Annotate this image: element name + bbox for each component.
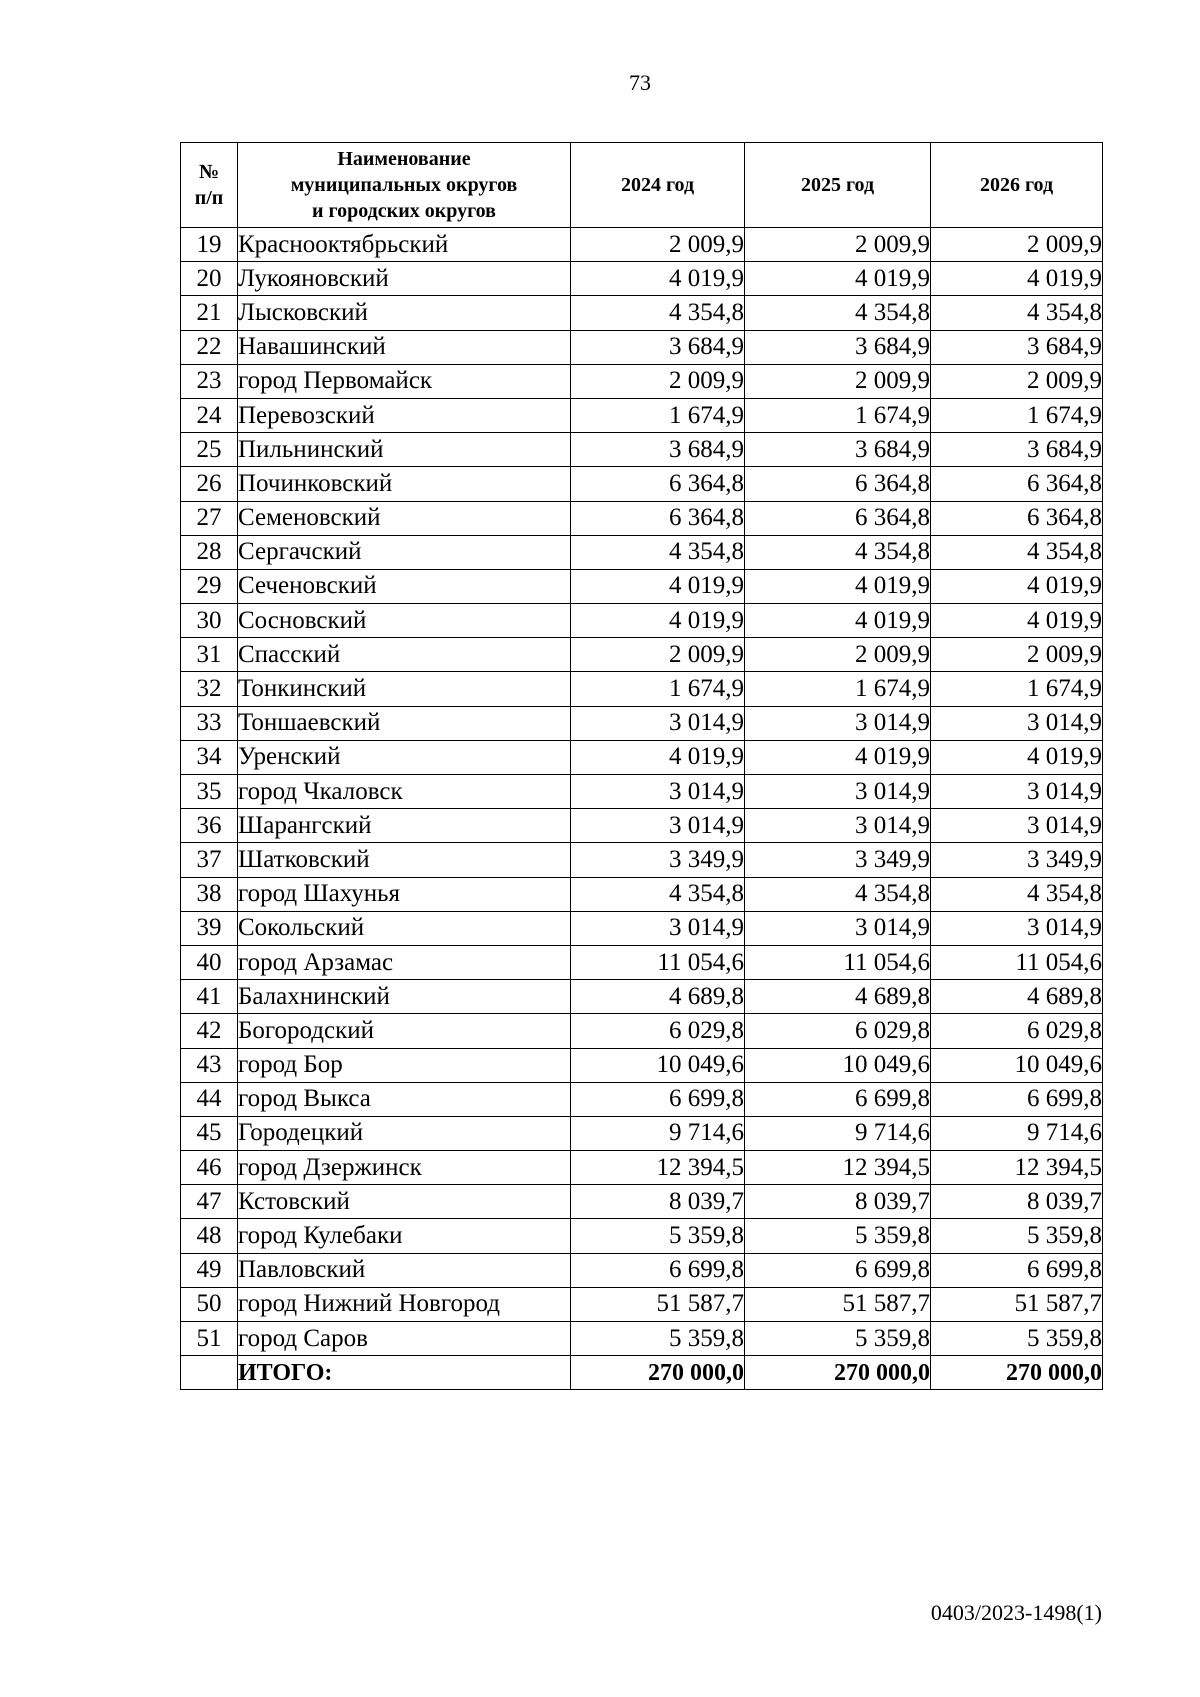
row-number: 25 — [181, 433, 238, 467]
row-name: город Дзержинск — [238, 1151, 571, 1185]
row-name: Уренский — [238, 740, 571, 774]
row-value-2024: 6 699,8 — [571, 1253, 745, 1287]
row-name: город Кулебаки — [238, 1219, 571, 1253]
table-row — [181, 1322, 1103, 1356]
row-number: 49 — [181, 1253, 238, 1287]
row-number: 36 — [181, 809, 238, 843]
row-name: Спасский — [238, 638, 571, 672]
row-value-2026: 4 019,9 — [931, 740, 1103, 774]
header-num-line-2: п/п — [194, 187, 224, 209]
row-name: Сергачский — [238, 535, 571, 569]
row-value-2024: 3 349,9 — [571, 843, 745, 877]
row-name: город Бор — [238, 1048, 571, 1082]
table-header-row — [181, 143, 1103, 228]
table-row — [181, 604, 1103, 638]
row-name: Лысковский — [238, 296, 571, 330]
row-value-2026: 3 684,9 — [931, 433, 1103, 467]
row-number: 39 — [181, 911, 238, 945]
row-value-2024: 1 674,9 — [571, 398, 745, 432]
row-value-2024: 6 029,8 — [571, 1014, 745, 1048]
row-name: город Шахунья — [238, 877, 571, 911]
row-value-2026: 11 054,6 — [931, 945, 1103, 979]
row-value-2026: 3 014,9 — [931, 911, 1103, 945]
row-number: 19 — [181, 228, 238, 262]
row-name: Богородский — [238, 1014, 571, 1048]
row-number: 38 — [181, 877, 238, 911]
row-value-2025: 4 354,8 — [745, 296, 931, 330]
row-name: Кстовский — [238, 1185, 571, 1219]
row-number: 44 — [181, 1082, 238, 1116]
row-number: 35 — [181, 775, 238, 809]
row-value-2024: 8 039,7 — [571, 1185, 745, 1219]
row-name: Шатковский — [238, 843, 571, 877]
table-row — [181, 535, 1103, 569]
row-value-2024: 4 354,8 — [571, 296, 745, 330]
row-number: 34 — [181, 740, 238, 774]
row-value-2025: 9 714,6 — [745, 1116, 931, 1150]
row-number: 22 — [181, 330, 238, 364]
row-value-2026: 1 674,9 — [931, 398, 1103, 432]
row-value-2024: 2 009,9 — [571, 638, 745, 672]
table-row — [181, 1287, 1103, 1321]
row-value-2026: 3 014,9 — [931, 775, 1103, 809]
row-value-2024: 51 587,7 — [571, 1287, 745, 1321]
row-value-2026: 270 000,0 — [931, 1356, 1103, 1390]
row-value-2024: 2 009,9 — [571, 228, 745, 262]
table-body — [181, 228, 1103, 1390]
row-name: Сосновский — [238, 604, 571, 638]
row-number: 30 — [181, 604, 238, 638]
row-value-2024: 6 364,8 — [571, 501, 745, 535]
row-name: Лукояновский — [238, 262, 571, 296]
row-value-2026: 8 039,7 — [931, 1185, 1103, 1219]
row-value-2024: 3 684,9 — [571, 330, 745, 364]
row-value-2026: 4 354,8 — [931, 535, 1103, 569]
row-number: 43 — [181, 1048, 238, 1082]
table-row — [181, 877, 1103, 911]
row-value-2024: 3 684,9 — [571, 433, 745, 467]
row-value-2025: 2 009,9 — [745, 228, 931, 262]
row-value-2026: 2 009,9 — [931, 638, 1103, 672]
row-value-2025: 3 349,9 — [745, 843, 931, 877]
row-name: Тонкинский — [238, 672, 571, 706]
row-name: Балахнинский — [238, 980, 571, 1014]
row-value-2026: 1 674,9 — [931, 672, 1103, 706]
header-name-line-3: и городских округов — [312, 200, 496, 222]
row-value-2024: 4 354,8 — [571, 877, 745, 911]
row-value-2026: 12 394,5 — [931, 1151, 1103, 1185]
table-row — [181, 1151, 1103, 1185]
document-code: 0403/2023-1498(1) — [930, 1600, 1102, 1625]
row-value-2024: 3 014,9 — [571, 706, 745, 740]
row-number: 48 — [181, 1219, 238, 1253]
table-row — [181, 1082, 1103, 1116]
row-value-2026: 4 019,9 — [931, 604, 1103, 638]
row-number: 32 — [181, 672, 238, 706]
row-value-2026: 3 349,9 — [931, 843, 1103, 877]
row-value-2025: 6 699,8 — [745, 1082, 931, 1116]
row-name: Починковский — [238, 467, 571, 501]
row-value-2024: 4 019,9 — [571, 604, 745, 638]
row-name: ИТОГО: — [238, 1356, 571, 1390]
row-name: город Нижний Новгород — [238, 1287, 571, 1321]
row-value-2026: 3 014,9 — [931, 706, 1103, 740]
table-row — [181, 775, 1103, 809]
row-value-2025: 6 364,8 — [745, 501, 931, 535]
row-value-2026: 3 684,9 — [931, 330, 1103, 364]
row-number: 40 — [181, 945, 238, 979]
table-row — [181, 501, 1103, 535]
header-name — [238, 143, 571, 228]
row-value-2024: 2 009,9 — [571, 364, 745, 398]
row-name: город Выкса — [238, 1082, 571, 1116]
table-row — [181, 433, 1103, 467]
row-value-2025: 270 000,0 — [745, 1356, 931, 1390]
row-value-2026: 2 009,9 — [931, 364, 1103, 398]
row-value-2024: 10 049,6 — [571, 1048, 745, 1082]
table-row — [181, 1185, 1103, 1219]
row-name: Павловский — [238, 1253, 571, 1287]
row-value-2024: 6 699,8 — [571, 1082, 745, 1116]
header-name-line-2: муниципальных округов — [290, 174, 518, 196]
row-value-2025: 5 359,8 — [745, 1219, 931, 1253]
row-value-2026: 51 587,7 — [931, 1287, 1103, 1321]
row-number: 42 — [181, 1014, 238, 1048]
row-value-2026: 6 699,8 — [931, 1253, 1103, 1287]
row-value-2025: 2 009,9 — [745, 638, 931, 672]
row-value-2025: 5 359,8 — [745, 1322, 931, 1356]
row-value-2025: 3 684,9 — [745, 433, 931, 467]
row-value-2026: 4 689,8 — [931, 980, 1103, 1014]
row-value-2026: 2 009,9 — [931, 228, 1103, 262]
row-value-2026: 6 699,8 — [931, 1082, 1103, 1116]
row-value-2024: 9 714,6 — [571, 1116, 745, 1150]
row-value-2024: 3 014,9 — [571, 775, 745, 809]
row-value-2025: 3 014,9 — [745, 706, 931, 740]
row-value-2024: 270 000,0 — [571, 1356, 745, 1390]
row-value-2025: 2 009,9 — [745, 364, 931, 398]
row-value-2026: 4 019,9 — [931, 262, 1103, 296]
table-row — [181, 1253, 1103, 1287]
row-name: Пильнинский — [238, 433, 571, 467]
total-row — [181, 1356, 1103, 1390]
row-value-2025: 6 699,8 — [745, 1253, 931, 1287]
row-value-2026: 9 714,6 — [931, 1116, 1103, 1150]
table-row — [181, 843, 1103, 877]
row-value-2025: 3 014,9 — [745, 809, 931, 843]
row-value-2025: 3 014,9 — [745, 911, 931, 945]
row-value-2025: 4 019,9 — [745, 569, 931, 603]
row-value-2024: 4 019,9 — [571, 262, 745, 296]
row-value-2026: 4 019,9 — [931, 569, 1103, 603]
table-row — [181, 1116, 1103, 1150]
row-value-2026: 4 354,8 — [931, 296, 1103, 330]
row-number: 37 — [181, 843, 238, 877]
row-value-2025: 4 354,8 — [745, 877, 931, 911]
row-value-2026: 3 014,9 — [931, 809, 1103, 843]
table-row — [181, 672, 1103, 706]
row-value-2024: 6 364,8 — [571, 467, 745, 501]
row-number: 26 — [181, 467, 238, 501]
table-row — [181, 569, 1103, 603]
table-row — [181, 228, 1103, 262]
row-value-2026: 5 359,8 — [931, 1219, 1103, 1253]
row-value-2024: 4 354,8 — [571, 535, 745, 569]
row-value-2025: 8 039,7 — [745, 1185, 931, 1219]
row-number: 33 — [181, 706, 238, 740]
row-name: город Первомайск — [238, 364, 571, 398]
row-value-2026: 5 359,8 — [931, 1322, 1103, 1356]
row-value-2025: 4 689,8 — [745, 980, 931, 1014]
row-value-2024: 1 674,9 — [571, 672, 745, 706]
row-number: 51 — [181, 1322, 238, 1356]
table-row — [181, 262, 1103, 296]
row-number: 29 — [181, 569, 238, 603]
row-value-2024: 3 014,9 — [571, 809, 745, 843]
row-name: город Саров — [238, 1322, 571, 1356]
header-name-line-1: Наименование — [337, 148, 471, 170]
header-num — [181, 143, 238, 228]
row-value-2025: 11 054,6 — [745, 945, 931, 979]
row-value-2024: 3 014,9 — [571, 911, 745, 945]
header-num-line-1: № — [198, 161, 220, 183]
row-number: 31 — [181, 638, 238, 672]
row-value-2025: 51 587,7 — [745, 1287, 931, 1321]
row-value-2024: 4 019,9 — [571, 569, 745, 603]
table-row — [181, 638, 1103, 672]
row-value-2026: 4 354,8 — [931, 877, 1103, 911]
table-row — [181, 398, 1103, 432]
row-name: Сокольский — [238, 911, 571, 945]
row-number: 50 — [181, 1287, 238, 1321]
row-value-2025: 4 354,8 — [745, 535, 931, 569]
table-row — [181, 1219, 1103, 1253]
row-number: 24 — [181, 398, 238, 432]
row-value-2025: 6 029,8 — [745, 1014, 931, 1048]
row-name: Сеченовский — [238, 569, 571, 603]
row-value-2024: 4 689,8 — [571, 980, 745, 1014]
row-value-2024: 5 359,8 — [571, 1322, 745, 1356]
header-2024: 2024 год — [571, 143, 745, 228]
row-value-2024: 5 359,8 — [571, 1219, 745, 1253]
row-name: Перевозский — [238, 398, 571, 432]
row-number: 46 — [181, 1151, 238, 1185]
row-name: Семеновский — [238, 501, 571, 535]
table-row — [181, 809, 1103, 843]
allocation-table — [180, 142, 1103, 1390]
row-value-2025: 1 674,9 — [745, 672, 931, 706]
row-name: Городецкий — [238, 1116, 571, 1150]
row-number: 27 — [181, 501, 238, 535]
table-row — [181, 706, 1103, 740]
row-number — [181, 1356, 238, 1390]
table-row — [181, 740, 1103, 774]
row-name: Тоншаевский — [238, 706, 571, 740]
row-value-2025: 4 019,9 — [745, 604, 931, 638]
table-row — [181, 467, 1103, 501]
table-row — [181, 980, 1103, 1014]
page-number: 73 — [629, 70, 651, 95]
row-name: Навашинский — [238, 330, 571, 364]
table-row — [181, 1014, 1103, 1048]
row-number: 28 — [181, 535, 238, 569]
row-value-2026: 6 029,8 — [931, 1014, 1103, 1048]
row-number: 23 — [181, 364, 238, 398]
row-number: 45 — [181, 1116, 238, 1150]
row-name: город Арзамас — [238, 945, 571, 979]
table-row — [181, 1048, 1103, 1082]
row-name: Шарангский — [238, 809, 571, 843]
row-value-2024: 12 394,5 — [571, 1151, 745, 1185]
table-row — [181, 330, 1103, 364]
row-value-2025: 4 019,9 — [745, 262, 931, 296]
table-row — [181, 296, 1103, 330]
row-name: город Чкаловск — [238, 775, 571, 809]
table-row — [181, 911, 1103, 945]
row-value-2025: 1 674,9 — [745, 398, 931, 432]
row-value-2026: 6 364,8 — [931, 467, 1103, 501]
row-value-2026: 6 364,8 — [931, 501, 1103, 535]
header-2026: 2026 год — [931, 143, 1103, 228]
row-value-2025: 12 394,5 — [745, 1151, 931, 1185]
row-value-2025: 10 049,6 — [745, 1048, 931, 1082]
row-value-2025: 4 019,9 — [745, 740, 931, 774]
row-value-2024: 4 019,9 — [571, 740, 745, 774]
row-number: 47 — [181, 1185, 238, 1219]
table-row — [181, 364, 1103, 398]
header-2025: 2025 год — [745, 143, 931, 228]
row-name: Краснооктябрьский — [238, 228, 571, 262]
row-value-2025: 3 014,9 — [745, 775, 931, 809]
row-value-2024: 11 054,6 — [571, 945, 745, 979]
row-number: 41 — [181, 980, 238, 1014]
table-row — [181, 945, 1103, 979]
row-number: 21 — [181, 296, 238, 330]
row-value-2025: 3 684,9 — [745, 330, 931, 364]
row-value-2026: 10 049,6 — [931, 1048, 1103, 1082]
row-number: 20 — [181, 262, 238, 296]
row-value-2025: 6 364,8 — [745, 467, 931, 501]
